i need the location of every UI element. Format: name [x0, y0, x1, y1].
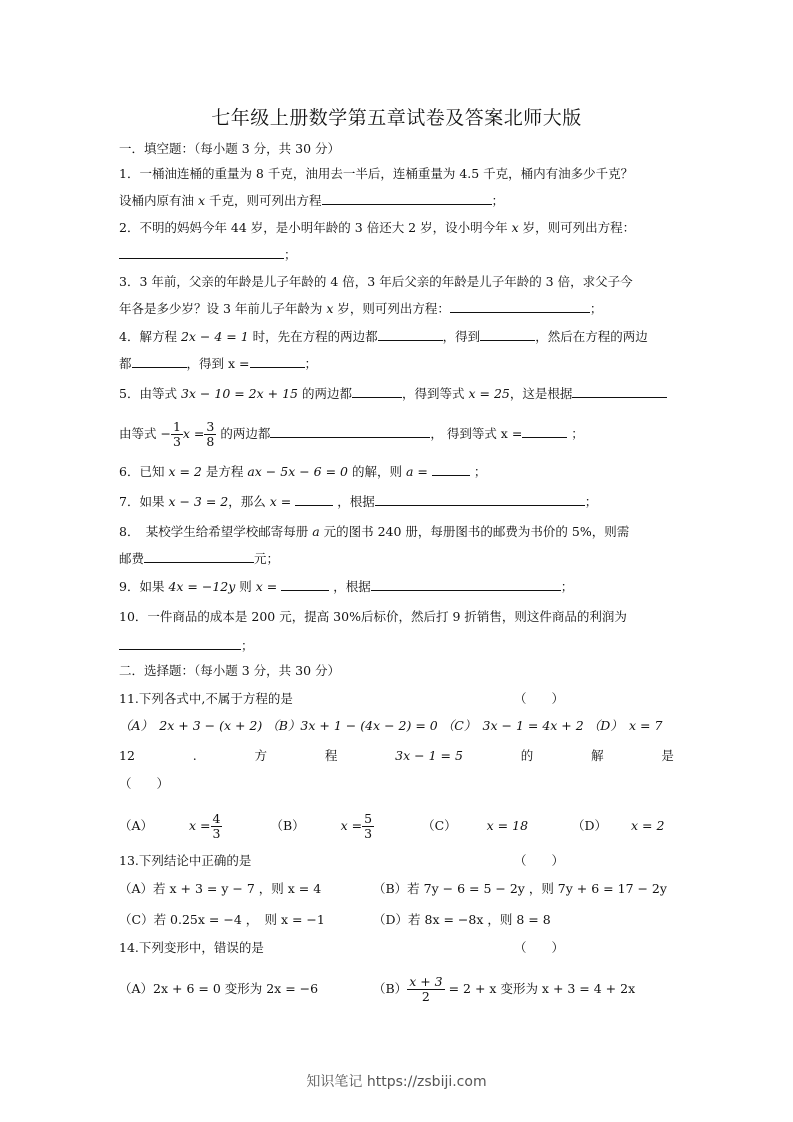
answer-blank[interactable]: [480, 328, 535, 341]
answer-blank[interactable]: [352, 385, 402, 398]
section-1-heading: 一．填空题：（每小题 3 分，共 30 分）: [119, 141, 341, 156]
question-1-line-2: 设桶内原有油 x 千克，则可列出方程 ；: [119, 193, 505, 208]
answer-blank[interactable]: [250, 355, 305, 368]
option-b[interactable]: （B） $\frac{x + 3}{2}$ = 2 + x 变形为 x + 3 = 4 + 2x: [373, 974, 636, 1004]
question-5-line-1: 5．由等式 3x − 10 = 2x + 15 的两边都 ，得到等式 x = 25，这是根据: [119, 385, 679, 403]
question-10-line-1: 10．一件商品的成本是 200 元，提高 30%后标价，然后打 9 折销售，则这件商品的利润为: [119, 609, 627, 624]
option-b[interactable]: （B）3x + 1 − (4x − 2) = 0: [266, 718, 438, 733]
question-13-row-2: [119, 911, 679, 929]
option-b[interactable]: （B）若 7y − 6 = 5 − 2y ，则 7y + 6 = 17 − 2y: [373, 881, 667, 896]
fraction: $\frac{1}{3}$: [172, 419, 181, 449]
footer-watermark: 知识笔记 https://zsbiji.com: [306, 1074, 487, 1090]
answer-blank[interactable]: [132, 355, 187, 368]
answer-blank[interactable]: [522, 425, 567, 438]
answer-blank[interactable]: [371, 578, 561, 591]
answer-blank[interactable]: [281, 578, 329, 591]
question-10-line-2: ；: [119, 637, 679, 655]
section-2-heading: 二．选择题：（每小题 3 分，共 30 分）: [119, 663, 341, 678]
question-12-options: [119, 812, 679, 841]
question-14-options: [119, 975, 679, 1004]
question-4-line-1: 4．解方程 2x − 4 = 1 时，先在方程的两边都 ，得到 ，然后在方程的两边: [119, 329, 648, 344]
answer-blank[interactable]: [119, 637, 241, 650]
answer-blank[interactable]: [450, 300, 590, 313]
option-a[interactable]: （A） 2x + 3 − (x + 2): [119, 718, 263, 733]
option-a[interactable]: （A） x = $\frac{4}{3}$: [119, 811, 221, 841]
question-14-stem: 14.下列变形中，错误的是 （ ）: [119, 940, 564, 955]
question-4-line-2: 都 ，得到 x = ；: [119, 356, 318, 371]
answer-blank[interactable]: [119, 246, 284, 259]
question-7: 7．如果 x − 3 = 2，那么 x = ，根据 ；: [119, 494, 598, 509]
question-13-row-1: [119, 880, 679, 898]
question-2-line-1: 2．不明的妈妈今年 44 岁，是小明年龄的 3 倍还大 2 岁，设小明今年 x 岁，则可列出方程：: [119, 220, 636, 235]
option-b[interactable]: （B） x = $\frac{5}{3}$: [270, 811, 373, 841]
option-c[interactable]: （C）若 0.25x = −4 ， 则 x = −1: [119, 912, 325, 927]
fraction: $\frac{5}{3}$: [364, 811, 373, 841]
question-2-line-2: ；: [119, 246, 679, 264]
answer-parenthesis[interactable]: （ ）: [513, 853, 564, 868]
option-a[interactable]: （A）2x + 6 = 0 变形为 2x = −6: [119, 981, 319, 996]
option-d[interactable]: （D） x = 2: [572, 818, 665, 833]
question-8-line-2: 邮费 元；: [119, 551, 280, 566]
question-6: 6．已知 x = 2 是方程 ax − 5x − 6 = 0 的解，则 a = ；: [119, 464, 487, 479]
question-3-line-1: 3．3 年前，父亲的年龄是儿子年龄的 4 倍，3 年后父亲的年龄是儿子年龄的 3 倍，求父子今: [119, 274, 633, 289]
question-1-line-1: 1．一桶油连桶的重量为 8 千克，油用去一半后，连桶重量为 4.5 千克，桶内有油多少千克？: [119, 166, 634, 181]
answer-parenthesis[interactable]: （ ）: [513, 940, 564, 955]
question-13-stem: 13.下列结论中正确的是 （ ）: [119, 853, 564, 868]
answer-blank[interactable]: [295, 493, 333, 506]
answer-blank[interactable]: [378, 328, 443, 341]
option-c[interactable]: （C） 3x − 1 = 4x + 2: [441, 718, 584, 733]
answer-blank[interactable]: [572, 385, 667, 398]
option-c[interactable]: （C） x = 18: [422, 818, 529, 833]
question-5-line-2: 由等式 − $\frac{1}{3}$ x = $\frac{3}{8}$ 的两边都 ， 得到等式 x = ；: [119, 419, 584, 449]
question-12-stem: 12 . 方 程 3x − 1 = 5 的 解 是: [119, 748, 674, 763]
answer-blank[interactable]: [432, 463, 470, 476]
option-a[interactable]: （A）若 x + 3 = y − 7 ，则 x = 4: [119, 881, 322, 896]
fraction: $\frac{x + 3}{2}$: [409, 974, 443, 1004]
answer-blank[interactable]: [144, 550, 254, 563]
question-11-options: [119, 717, 679, 735]
answer-parenthesis[interactable]: （ ）: [513, 691, 564, 706]
answer-blank[interactable]: [270, 425, 430, 438]
answer-blank[interactable]: [322, 192, 492, 205]
fraction: $\frac{4}{3}$: [212, 811, 221, 841]
option-d[interactable]: （D） x = 7: [587, 718, 663, 733]
page-title: 七年级上册数学第五章试卷及答案北师大版: [211, 107, 582, 129]
answer-blank[interactable]: [375, 493, 585, 506]
option-d[interactable]: （D）若 8x = −8x ，则 8 = 8: [373, 912, 551, 927]
question-9: 9．如果 4x = −12y 则 x = ，根据 ；: [119, 579, 574, 594]
fraction: $\frac{3}{8}$: [206, 419, 215, 449]
question-12-paren[interactable]: （ ）: [119, 776, 170, 791]
question-3-line-2: 年各是多少岁？设 3 年前儿子年龄为 x 岁，则可列出方程： ；: [119, 301, 603, 316]
question-8-line-1: 8． 某校学生给希望学校邮寄每册 a 元的图书 240 册，每册图书的邮费为书价的 5%，则需: [119, 524, 630, 539]
question-11-stem: 11.下列各式中,不属于方程的是 （ ）: [119, 691, 564, 706]
